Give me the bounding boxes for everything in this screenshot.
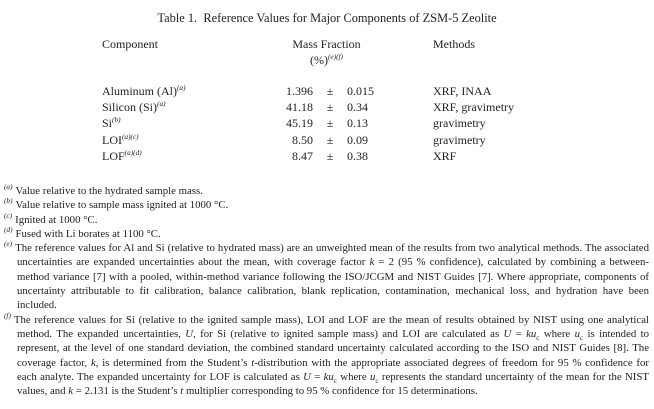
percent-sign: (%) [310,53,328,67]
footnote-marker: (e) [4,239,13,249]
component-footnote-sup: (a) [157,98,166,108]
table-row-loi [0,133,654,149]
methods-cell: XRF [433,149,457,163]
unit-footnote-sup: (e)(f) [328,51,343,61]
value-cell: 41.18 [286,100,313,114]
component-cell [102,116,121,130]
footnote-text: Value relative to the hydrated sample mass. [15,185,203,197]
plus-minus-sign: ± [326,116,334,130]
column-header-component: Component [102,37,158,51]
value-cell: 8.47 [292,149,313,163]
component-label: Si [102,116,113,130]
footnote-marker: (d) [4,224,13,234]
footnote-text: The reference values for Al and Si (relative to hydrated mass) are an unweighted mean of the results from two analytical methods. The associated uncertainties are expanded uncertainties about the mean, with coverage factor k = 2 (95 % confidence), calculated by combining a between-method variance [7] with a pooled, within-method variance following the ISO/JCGM and NIST Guides [7]. Where appropriate, components of uncertainty attributable to fit calibration, balance calibration, blank replication, contamination, mechanical loss, and hydration have been included. [15,242,649,312]
plus-minus-sign: ± [326,149,334,163]
methods-cell: XRF, INAA [433,84,492,98]
footnote-text: Value relative to sample mass ignited at 1000 °C. [15,199,229,212]
footnote-marker: (b) [4,196,13,206]
value-cell: 1.396 [286,84,313,98]
methods-cell: gravimetry [433,116,486,130]
footnote-marker: (f) [4,310,11,320]
footnote-text: The reference values for Si (relative to the ignited sample mass), LOI and LOF are the mean of results obtained by NIST using one analytical method. The expanded uncertainties, U, for Si (relative to ignited sample mass) and LOI are calculated as $U = ku_c$ where $u_c$ is intended to represent, at the level of one standard deviation, the combined standard uncertainty calculated according to the ISO and NIST Guides [8]. The coverage factor, k, is determined from the Student’s t-distribution with the appropriate associated degrees of freedom for 95 % confidence for each analyte. The expanded uncertainty for LOF is calculated as $U = ku_c$ where $u_c$ represents the standard uncertainty of the mean for the NIST values, and k = 2.131 is the Student’s t multiplier corresponding to 95 % confidence for 15 determinations. [13,313,649,398]
uncertainty-cell: 0.34 [347,100,368,114]
footnote-c [4,210,649,227]
plus-minus-sign: ± [326,84,334,98]
footnote-b [4,198,649,212]
component-footnote-sup: (a)(d) [124,147,142,157]
component-cell [102,100,166,114]
mass-fraction-label: Mass Fraction [292,37,361,51]
footnote-f [4,310,649,399]
component-footnote-sup: (b) [112,114,121,124]
value-cell: 45.19 [286,116,313,130]
component-label: LOF [102,149,125,163]
plus-minus-sign: ± [326,133,334,147]
column-header-mass-fraction [254,36,399,68]
methods-cell: gravimetry [433,133,486,147]
component-footnote-sup: (a)(c) [122,131,139,141]
uncertainty-cell: 0.38 [347,149,368,163]
component-label: LOI [102,133,122,147]
footnote-e [4,241,649,312]
component-cell [102,149,142,163]
table-row-aluminum [0,84,654,100]
footnote-d [4,224,649,241]
table-row-lof [0,149,654,165]
footnote-marker: (a) [4,181,13,191]
component-cell [102,133,139,147]
component-label: Silicon (Si) [102,100,158,114]
uncertainty-cell: 0.13 [347,116,368,130]
table-row-si-ignited [0,116,654,132]
table-title: Table 1. Reference Values for Major Components of ZSM-5 Zeolite [157,11,497,25]
footnote-marker: (c) [4,210,13,220]
footnote-a [4,181,649,198]
mass-fraction-unit [254,52,399,68]
column-header-methods: Methods [433,37,475,51]
footnote-text: Fused with Li borates at 1100 °C. [15,227,161,240]
uncertainty-cell: 0.09 [347,133,368,147]
uncertainty-cell: 0.015 [347,84,374,98]
component-footnote-sup: (a) [177,82,186,92]
methods-cell: XRF, gravimetry [433,100,515,114]
table-row-silicon [0,100,654,116]
component-cell [102,84,186,98]
footnote-text: Ignited at 1000 °C. [15,213,98,226]
footnotes-section [4,181,649,398]
component-label: Aluminum (Al) [102,84,177,98]
value-cell: 8.50 [292,133,313,147]
plus-minus-sign: ± [326,100,334,114]
